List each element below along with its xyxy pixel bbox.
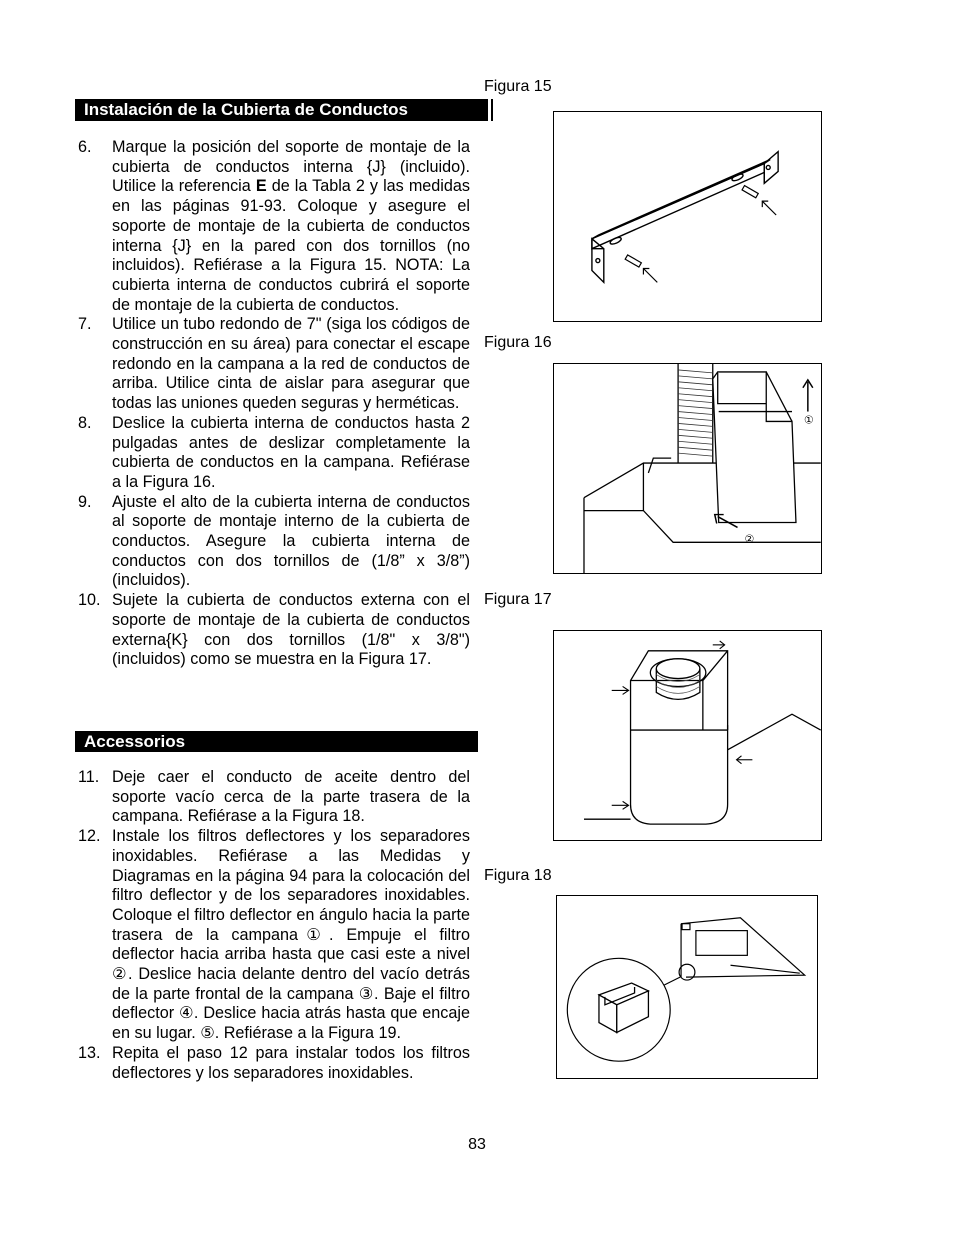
step-text: Deje caer el conducto de aceite dentro del soporte vacío cerca de la parte trasera de la campana. Refiérase a la Figura 18. xyxy=(112,768,470,826)
step-text: de la Tabla 2 y las medidas en las páginas 91-93. Coloque y asegure el soporte de montaje de la cubierta de conductos interna {J} en la pared con dos tornillos (no incluidos). Refiérase a la Figura 15. NOTA: La cubierta interna de conductos cubrirá el soporte de montaje de la cubierta de conductos. xyxy=(112,177,470,314)
figure-15-mounting-bracket xyxy=(553,111,822,322)
figure-18-label: Figura 18 xyxy=(484,867,552,884)
step-number: 7. xyxy=(78,315,92,334)
step-text: Sujete la cubierta de conductos externa con el soporte de montaje de la cubierta de conductos externa{K} con dos tornillos (1/8" x 3/8")(incluidos) como se muestra en la Figura 17. xyxy=(112,591,470,669)
step-number: 10. xyxy=(78,591,101,610)
duct-cover-illustration xyxy=(554,364,821,573)
step-number: 11. xyxy=(78,768,100,786)
figure-16-marker-1: ① xyxy=(803,413,814,427)
step-number: 12. xyxy=(78,827,101,846)
step-item xyxy=(78,493,470,592)
section-heading-duct-cover: Instalación de la Cubierta de Conductos xyxy=(75,99,491,121)
figure-18-oil-channel xyxy=(556,895,818,1079)
step-item xyxy=(78,768,470,827)
step-item xyxy=(78,1044,470,1083)
step-text: Deslice la cubierta interna de conductos hasta 2 pulgadas antes de deslizar completamente la cubierta de conductos en la campana. Refiérase a la Figura 16. xyxy=(112,413,470,491)
figure-16-marker-2: ② xyxy=(744,532,755,546)
bracket-illustration xyxy=(554,112,821,321)
step-number: 8. xyxy=(78,413,92,432)
step-text-bold: E xyxy=(255,177,267,196)
step-text: Ajuste el alto de la cubierta interna de conductos al soporte de montaje interno de la cubierta de conductos. Asegure la cubierta interna de conductos con dos tornillos de (1/8” x 3/8”) (incluidos). xyxy=(112,492,470,590)
step-item xyxy=(78,138,470,315)
oil-channel-illustration xyxy=(557,896,817,1078)
step-text: Utilice un tubo redondo de 7" (siga los códigos de construcción en su área) para conectar el escape redondo en la campana a la red de conductos de arriba. Utilice cinta de aislar para asegurar que todas las uniones queden seguras y herméticas. xyxy=(112,315,470,413)
step-number: 13. xyxy=(78,1043,101,1062)
step-text: Repita el paso 12 para instalar todos los filtros deflectores y los separadores inoxidables. xyxy=(112,1043,470,1082)
figure-16-duct-cover-slide xyxy=(553,363,822,574)
steps-list-duct-cover xyxy=(78,138,470,670)
step-item xyxy=(78,827,470,1044)
step-text: Marque la posición del soporte de montaje de la cubierta de conductos interna {J} (incluido). Utilice la referencia xyxy=(112,138,470,196)
figure-17-label: Figura 17 xyxy=(484,591,552,608)
figure-16-label: Figura 16 xyxy=(484,334,552,351)
page-number: 83 xyxy=(468,1136,486,1153)
step-text: Instale los filtros deflectores y los separadores inoxidables. Refiérase a las Medidas y Diagramas en la página 94 para la colocación del filtro deflector y de los separadores inoxidables. Coloque el filtro deflector en ángulo hacia la parte trasera de la campana①. Empuje el filtro deflector hacia arriba hasta que casi este a nivel ②. Deslice hacia delante dentro del vacío detrás de la parte frontal de la campana ③. Baje el filtro deflector ④. Deslice hacia atrás hasta que encaje en su lugar. ⑤. Refiérase a la Figura 19. xyxy=(112,827,470,1043)
figure-15-label: Figura 15 xyxy=(484,78,552,95)
step-item xyxy=(78,414,470,493)
steps-list-accessories xyxy=(78,768,470,1083)
section-heading-accessories: Accessorios xyxy=(75,731,478,752)
step-item xyxy=(78,315,470,414)
step-number: 6. xyxy=(78,138,92,156)
step-item xyxy=(78,591,470,670)
step-number: 9. xyxy=(78,492,92,511)
figure-17-external-duct-cover xyxy=(553,630,822,841)
external-cover-illustration xyxy=(554,631,821,840)
